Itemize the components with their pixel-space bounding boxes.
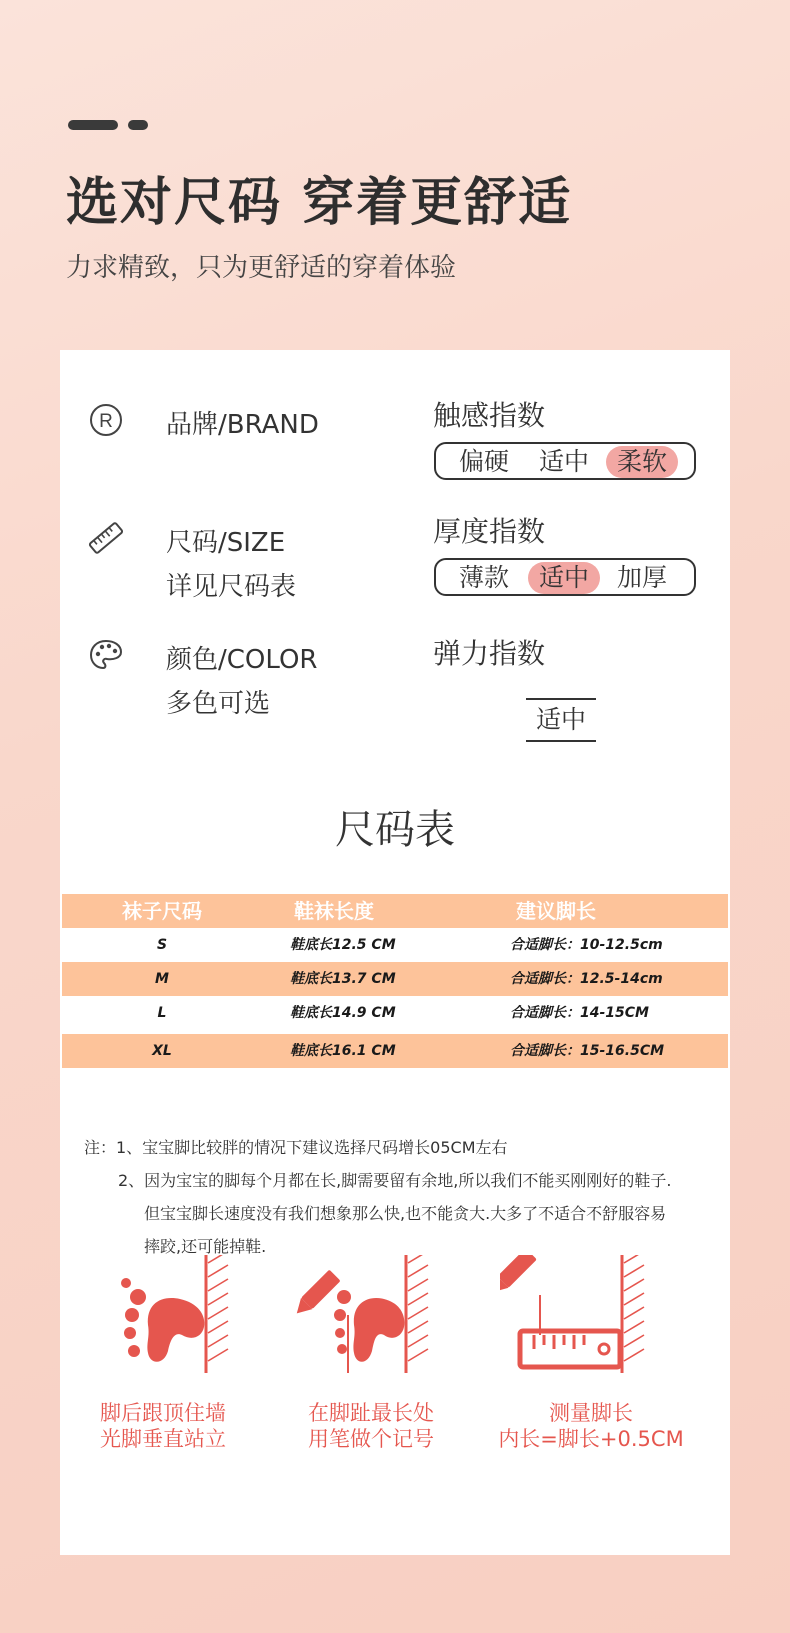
thickness-index-title: 厚度指数 — [433, 515, 546, 548]
header-foot-length: 建议脚长 — [516, 899, 596, 923]
step1-caption — [48, 1400, 278, 1452]
decor-bar-long — [68, 120, 118, 130]
cell-sole: 鞋底长13.7 CM — [290, 971, 396, 987]
size-label: 尺码/SIZE — [166, 528, 286, 558]
foot-pencil-icon — [288, 1255, 458, 1375]
touch-option-medium: 适中 — [538, 447, 589, 476]
svg-text:R: R — [99, 411, 113, 432]
palette-icon — [88, 637, 124, 673]
thickness-option-thin: 薄款 — [458, 563, 509, 592]
thickness-option-medium-selected: 适中 — [528, 562, 600, 594]
ruler-icon — [88, 520, 124, 556]
table-header-row — [62, 894, 728, 928]
cell-size: L — [157, 1005, 167, 1021]
note-line-2: 2、因为宝宝的脚每个月都在长,脚需要留有余地,所以我们不能买刚刚好的鞋子. — [118, 1171, 672, 1190]
table-row — [62, 996, 728, 1030]
page-headline: 选对尺码 穿着更舒适 — [66, 173, 573, 233]
note-line-3: 但宝宝脚长速度没有我们想象那么快,也不能贪大.大多了不适合不舒服容易 — [144, 1204, 667, 1223]
touch-option-hard: 偏硬 — [458, 447, 509, 476]
elasticity-value: 适中 — [526, 698, 596, 742]
table-row — [62, 962, 728, 996]
note-line-1: 注：1、宝宝脚比较胖的情况下建议选择尺码增长05CM左右 — [84, 1138, 508, 1157]
cell-sole: 鞋底长12.5 CM — [290, 937, 396, 953]
decor-bar-short — [128, 120, 148, 130]
foot-wall-icon — [88, 1255, 258, 1375]
header-sock-size: 袜子尺码 — [122, 899, 202, 923]
size-table-title: 尺码表 — [335, 807, 455, 853]
elasticity-index-title: 弹力指数 — [433, 637, 546, 670]
cell-foot: 合适脚长：15-16.5CM — [510, 1043, 665, 1059]
touch-index-scale — [434, 442, 696, 480]
table-row — [62, 928, 728, 962]
header-sole-length: 鞋袜长度 — [294, 899, 374, 923]
page-subline: 力求精致，只为更舒适的穿着体验 — [66, 253, 457, 283]
size-value: 详见尺码表 — [166, 572, 297, 602]
cell-foot: 合适脚长：12.5-14cm — [510, 971, 663, 987]
color-label: 颜色/COLOR — [166, 645, 318, 675]
cell-size: XL — [152, 1043, 172, 1059]
step2-caption — [256, 1400, 486, 1452]
registered-icon — [88, 402, 124, 438]
step1-line1: 脚后跟顶住墙 — [100, 1401, 226, 1425]
step2-line2: 用笔做个记号 — [308, 1427, 434, 1451]
cell-sole: 鞋底长16.1 CM — [290, 1043, 396, 1059]
table-row — [62, 1034, 728, 1068]
step1-line2: 光脚垂直站立 — [100, 1427, 226, 1451]
step3-caption — [476, 1400, 706, 1452]
cell-foot: 合适脚长：10-12.5cm — [510, 937, 663, 953]
thickness-option-thick: 加厚 — [616, 563, 667, 592]
note-line-4: 摔跤,还可能掉鞋. — [144, 1237, 267, 1256]
cell-size: S — [156, 937, 168, 953]
brand-label: 品牌/BRAND — [166, 410, 319, 440]
touch-option-soft-selected: 柔软 — [606, 446, 678, 478]
step3-line2: 内长=脚长+0.5CM — [498, 1427, 684, 1451]
product-info-card — [60, 350, 730, 1555]
cell-foot: 合适脚长：14-15CM — [510, 1005, 649, 1021]
step2-line1: 在脚趾最长处 — [308, 1401, 434, 1425]
ruler-measure-icon — [500, 1255, 670, 1375]
color-value: 多色可选 — [166, 689, 271, 719]
cell-size: M — [155, 971, 169, 987]
step3-line1: 测量脚长 — [549, 1401, 633, 1425]
thickness-index-scale — [434, 558, 696, 596]
touch-index-title: 触感指数 — [433, 399, 546, 432]
cell-sole: 鞋底长14.9 CM — [290, 1005, 396, 1021]
